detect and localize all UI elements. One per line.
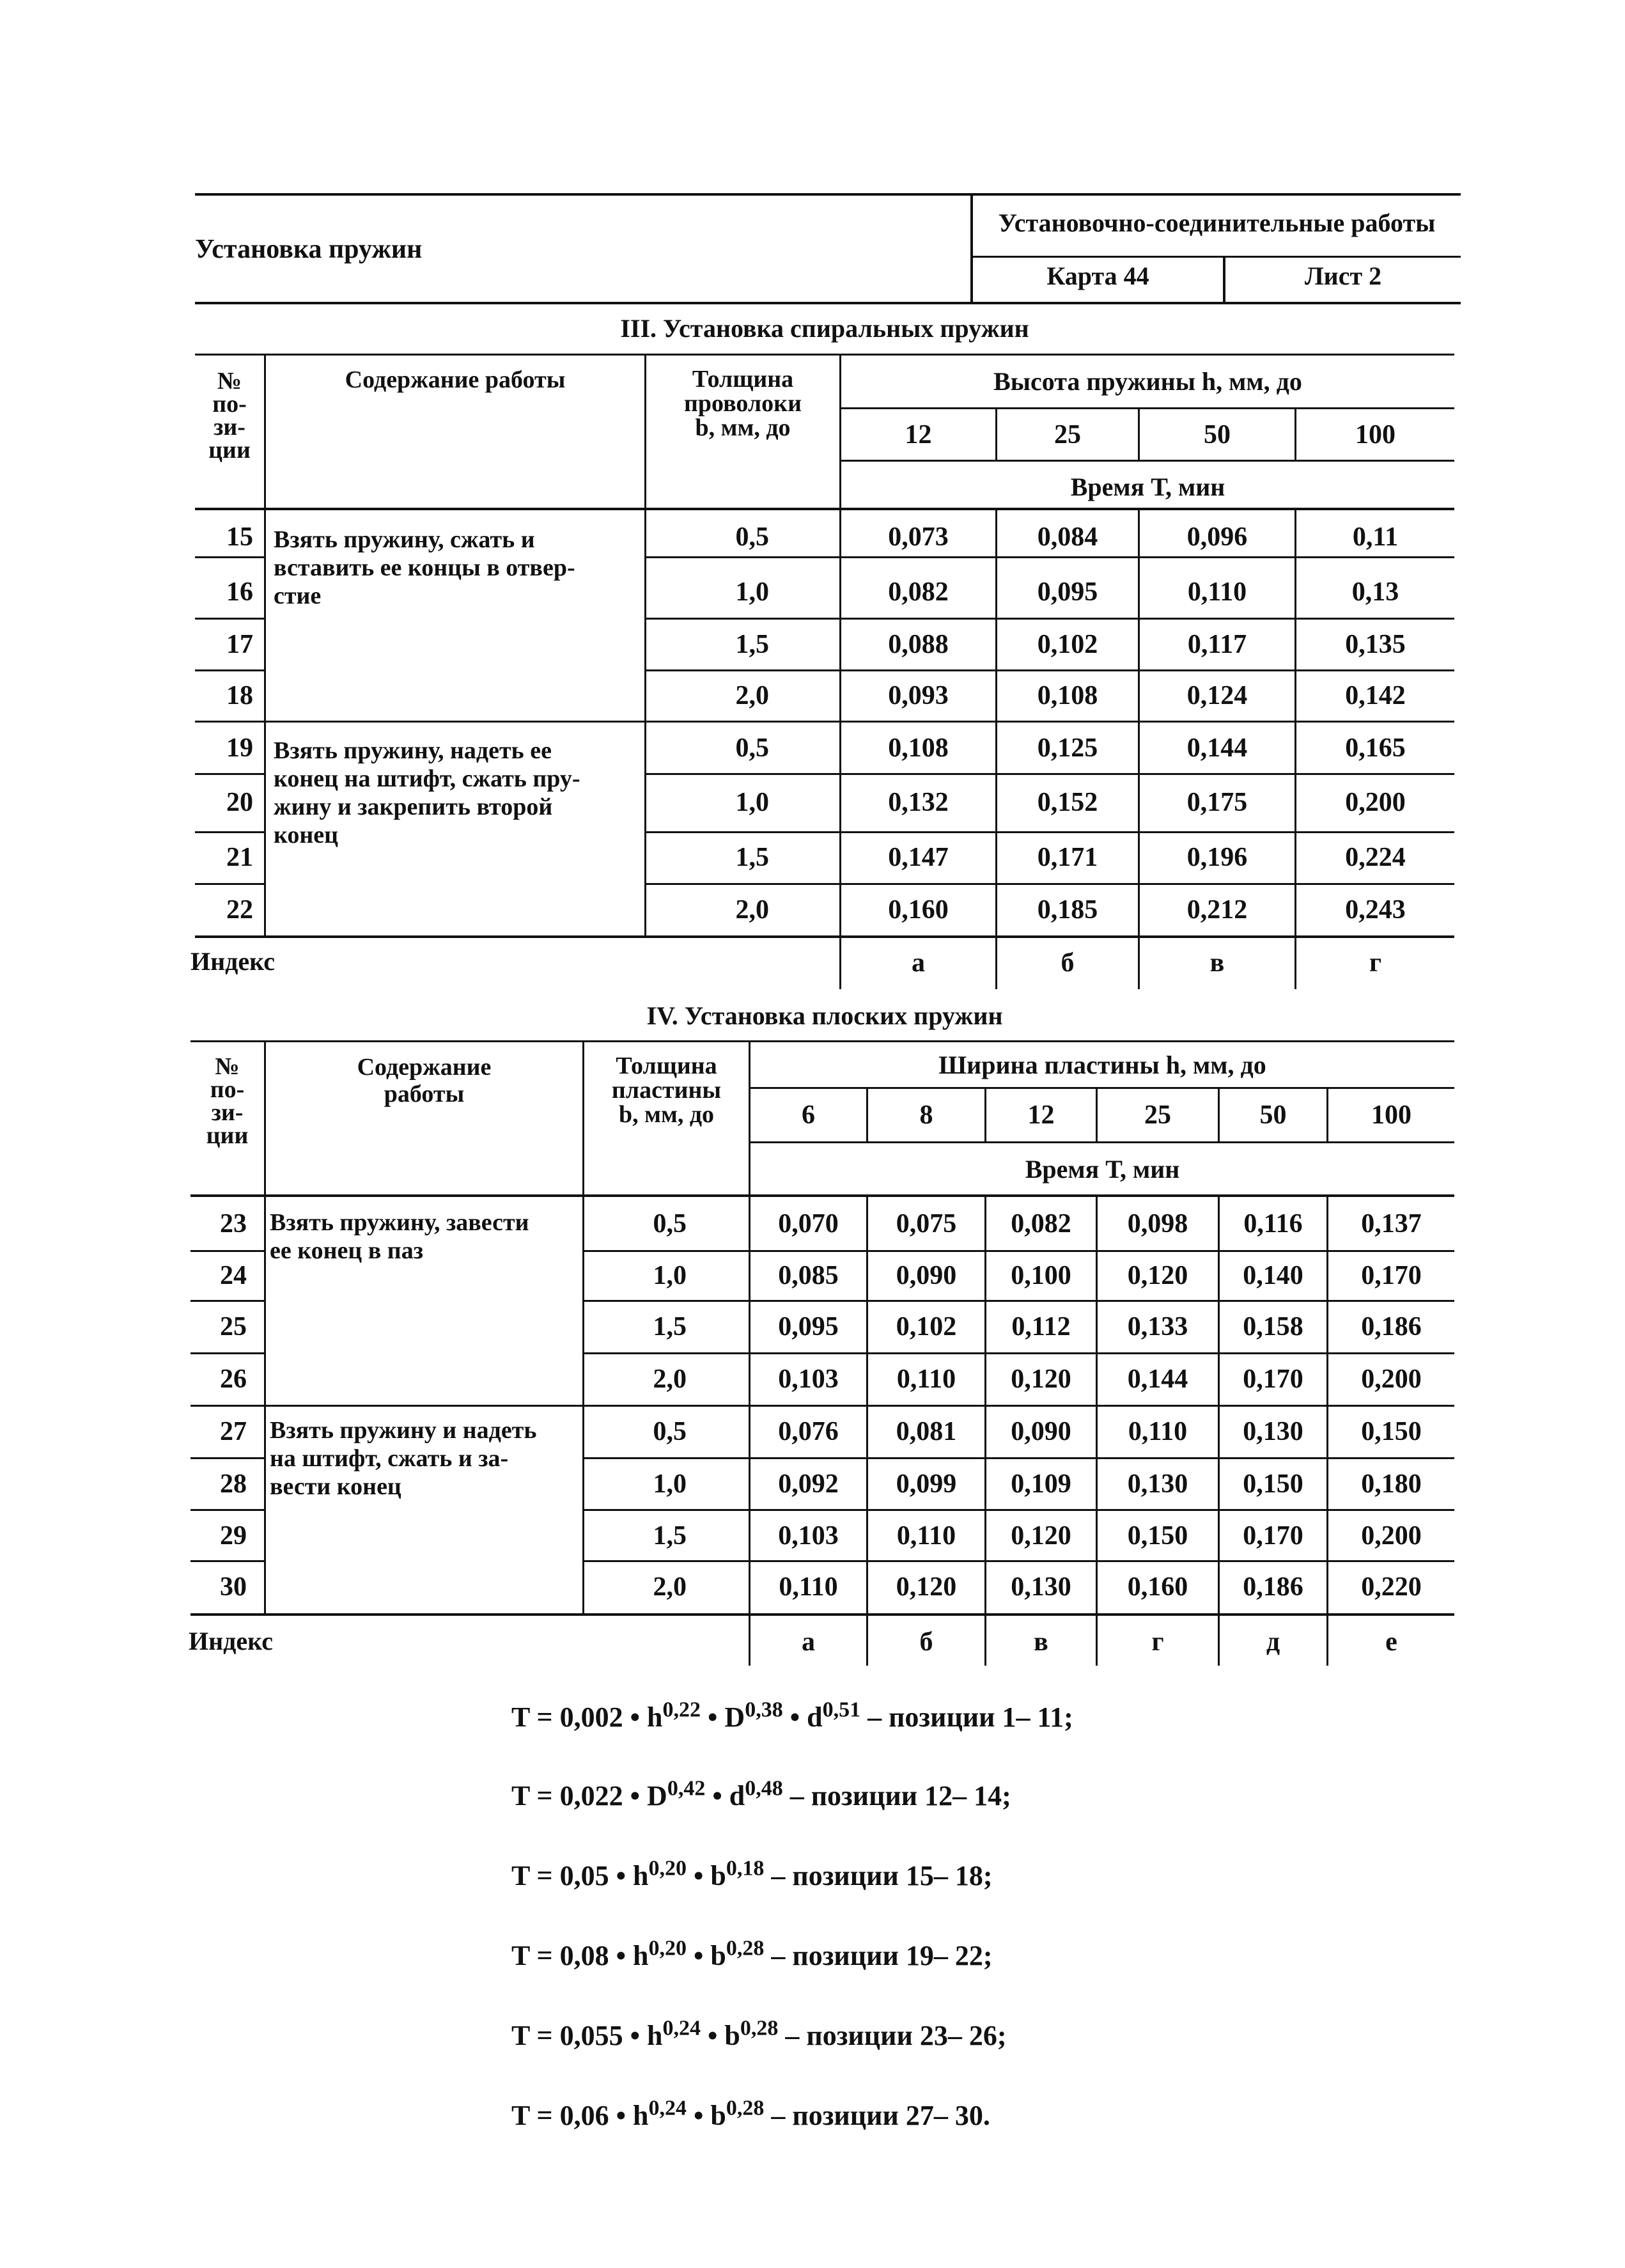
thickness-value: 0,5 [735,733,769,763]
time-value: 0,160 [1127,1572,1188,1602]
column-header-content: Содержание работы [345,366,566,393]
column-header-width-group: Ширина пластины h, мм, до [938,1051,1266,1079]
time-value: 0,075 [896,1209,957,1239]
position-number: 30 [220,1572,247,1602]
time-value: 0,130 [1127,1469,1188,1499]
work-description: Взять пружину и надеть на штифт, сжать и за- вести конец [270,1417,537,1500]
position-number: 26 [220,1365,247,1394]
height-col-12: 12 [905,420,932,450]
time-value: 0,100 [1011,1261,1071,1290]
width-col-25: 25 [1144,1100,1171,1130]
time-value: 0,224 [1345,843,1406,872]
time-value: 0,102 [1037,630,1098,659]
index-label: Индекс [189,1627,273,1655]
column-header-position: № по- зи- ции [206,1053,249,1149]
time-value: 0,110 [896,1365,956,1394]
index-value: а [912,948,925,978]
time-value: 0,076 [778,1417,839,1446]
time-value: 0,090 [896,1261,957,1290]
formula: T = 0,08 • $h^{0,20}$ • $b^{0,28}$ – позиции 19– 22; [511,1936,993,1971]
time-value: 0,085 [778,1261,839,1290]
time-value: 0,160 [888,895,949,925]
time-value: 0,088 [888,630,949,659]
work-description: Взять пружину, завести ее конец в паз [270,1209,529,1264]
height-col-25: 25 [1054,420,1081,450]
time-value: 0,120 [1127,1261,1188,1290]
thickness-value: 2,0 [735,895,769,925]
position-number: 20 [226,788,253,817]
time-value: 0,170 [1243,1365,1303,1394]
width-col-12: 12 [1027,1100,1055,1130]
position-number: 17 [226,630,253,659]
thickness-value: 1,5 [653,1521,687,1551]
time-value: 0,171 [1037,843,1098,872]
formula: T = 0,022 • D$^{0,42}$ • $d^{0,48}$ – позиции 12– 14; [511,1776,1011,1811]
time-value: 0,110 [779,1572,838,1602]
index-value: г [1369,948,1382,978]
time-value: 0,108 [1037,681,1098,710]
column-header-height-group: Высота пружины h, мм, до [993,367,1302,396]
time-value: 0,144 [1127,1365,1188,1394]
time-value: 0,170 [1361,1261,1422,1290]
time-value: 0,13 [1351,577,1399,607]
time-value: 0,124 [1186,681,1248,710]
time-value: 0,212 [1186,895,1248,925]
time-value: 0,158 [1243,1312,1303,1341]
time-value: 0,130 [1011,1572,1071,1602]
position-number: 21 [226,843,253,872]
time-value: 0,112 [1011,1312,1071,1341]
time-value: 0,186 [1361,1312,1422,1341]
time-value: 0,110 [1187,577,1247,607]
thickness-value: 0,5 [735,522,769,552]
time-value: 0,132 [888,788,949,817]
time-value: 0,073 [888,522,949,552]
time-value: 0,093 [888,681,949,710]
time-label: Время Т, мин [1025,1155,1180,1184]
time-value: 0,186 [1243,1572,1303,1602]
time-value: 0,103 [778,1365,839,1394]
time-value: 0,144 [1186,733,1248,763]
position-number: 25 [220,1312,247,1341]
index-value: б [1061,948,1075,978]
thickness-value: 1,0 [653,1261,687,1290]
width-col-100: 100 [1371,1100,1411,1130]
column-header-thickness: Толщина проволоки b, мм, до [684,366,802,441]
thickness-value: 1,0 [653,1469,687,1499]
time-value: 0,102 [896,1312,957,1341]
time-value: 0,095 [1037,577,1098,607]
position-number: 29 [220,1521,247,1551]
time-value: 0,084 [1037,522,1098,552]
thickness-value: 1,5 [735,630,769,659]
thickness-value: 1,5 [653,1312,687,1341]
time-value: 0,200 [1361,1521,1422,1551]
position-number: 28 [220,1469,247,1499]
time-value: 0,150 [1243,1469,1303,1499]
card-number: Карта 44 [1046,262,1149,290]
time-value: 0,147 [888,843,949,872]
index-value: в [1034,1627,1048,1657]
column-header-position: № по- зи- ции [208,368,251,464]
time-value: 0,200 [1361,1365,1422,1394]
time-value: 0,082 [888,577,949,607]
time-value: 0,170 [1243,1521,1303,1551]
time-value: 0,110 [1128,1417,1188,1446]
time-value: 0,150 [1127,1521,1188,1551]
position-number: 27 [220,1417,247,1446]
position-number: 22 [226,895,253,925]
time-value: 0,108 [888,733,949,763]
time-value: 0,196 [1186,843,1248,872]
formula: T = 0,055 • $h^{0,24}$ • $b^{0,28}$ – позиции 23– 26; [511,2016,1007,2051]
time-value: 0,133 [1127,1312,1188,1341]
time-value: 0,120 [1011,1521,1071,1551]
time-value: 0,137 [1361,1209,1422,1239]
index-value: а [802,1627,815,1657]
time-value: 0,081 [896,1417,957,1446]
section3-title: III. Установка спиральных пружин [620,314,1029,343]
section4-title: IV. Установка плоских пружин [646,1001,1003,1030]
thickness-value: 1,5 [735,843,769,872]
work-type-title: Установочно-соединительные работы [998,208,1436,237]
time-value: 0,152 [1037,788,1098,817]
time-value: 0,130 [1243,1417,1303,1446]
time-value: 0,120 [896,1572,957,1602]
time-value: 0,095 [778,1312,839,1341]
time-value: 0,117 [1187,630,1247,659]
thickness-value: 2,0 [653,1572,687,1602]
column-header-content: Содержание работы [357,1054,492,1107]
time-value: 0,090 [1011,1417,1071,1446]
position-number: 24 [220,1261,247,1290]
column-header-thickness: Толщина пластины b, мм, до [611,1052,722,1128]
time-value: 0,185 [1037,895,1098,925]
time-value: 0,110 [896,1521,956,1551]
thickness-value: 0,5 [653,1417,687,1446]
position-number: 19 [226,733,253,763]
thickness-value: 2,0 [653,1365,687,1394]
thickness-value: 0,5 [653,1209,687,1239]
position-number: 15 [226,522,253,552]
formula: T = 0,06 • $h^{0,24}$ • $b^{0,28}$ – позиции 27– 30. [511,2096,990,2131]
index-value: е [1385,1627,1397,1657]
width-col-6: 6 [802,1100,815,1130]
sheet-number: Лист 2 [1304,262,1382,290]
time-value: 0,092 [778,1469,839,1499]
formula: T = 0,05 • $h^{0,20}$ • $b^{0,18}$ – позиции 15– 18; [511,1856,993,1891]
position-number: 16 [226,577,253,607]
thickness-value: 2,0 [735,681,769,710]
time-label: Время Т, мин [1070,473,1225,501]
time-value: 0,082 [1011,1209,1071,1239]
time-value: 0,175 [1186,788,1248,817]
time-value: 0,125 [1037,733,1098,763]
time-value: 0,140 [1243,1261,1303,1290]
page-section-title: Установка пружин [195,235,423,264]
time-value: 0,11 [1352,522,1399,552]
work-description: Взять пружину, надеть ее конец на штифт, сжать пру- жину и закрепить второй конец [274,737,580,849]
index-value: г [1151,1627,1164,1657]
index-label: Индекс [190,947,275,976]
index-value: д [1266,1627,1280,1657]
time-value: 0,096 [1186,522,1248,552]
position-number: 23 [220,1209,247,1239]
height-col-50: 50 [1204,420,1231,450]
time-value: 0,220 [1361,1572,1422,1602]
time-value: 0,098 [1127,1209,1188,1239]
index-value: в [1209,948,1225,978]
time-value: 0,120 [1011,1365,1071,1394]
width-col-50: 50 [1259,1100,1287,1130]
time-value: 0,150 [1361,1417,1422,1446]
width-col-8: 8 [919,1100,933,1130]
position-number: 18 [226,681,253,710]
thickness-value: 1,0 [735,788,769,817]
time-value: 0,200 [1345,788,1406,817]
time-value: 0,135 [1345,630,1406,659]
time-value: 0,099 [896,1469,957,1499]
work-description: Взять пружину, сжать и вставить ее концы в отвер- стие [274,526,575,609]
time-value: 0,116 [1243,1209,1303,1239]
time-value: 0,070 [778,1209,839,1239]
formula: T = 0,002 • $h^{0,22}$ • D$^{0,38}$ • $d^{0,51}$ – позиции 1– 11; [511,1698,1073,1733]
time-value: 0,243 [1345,895,1406,925]
height-col-100: 100 [1355,420,1396,450]
time-value: 0,142 [1345,681,1406,710]
time-value: 0,103 [778,1521,839,1551]
time-value: 0,109 [1011,1469,1071,1499]
time-value: 0,180 [1361,1469,1422,1499]
index-value: б [919,1627,933,1657]
time-value: 0,165 [1345,733,1406,763]
thickness-value: 1,0 [735,577,769,607]
